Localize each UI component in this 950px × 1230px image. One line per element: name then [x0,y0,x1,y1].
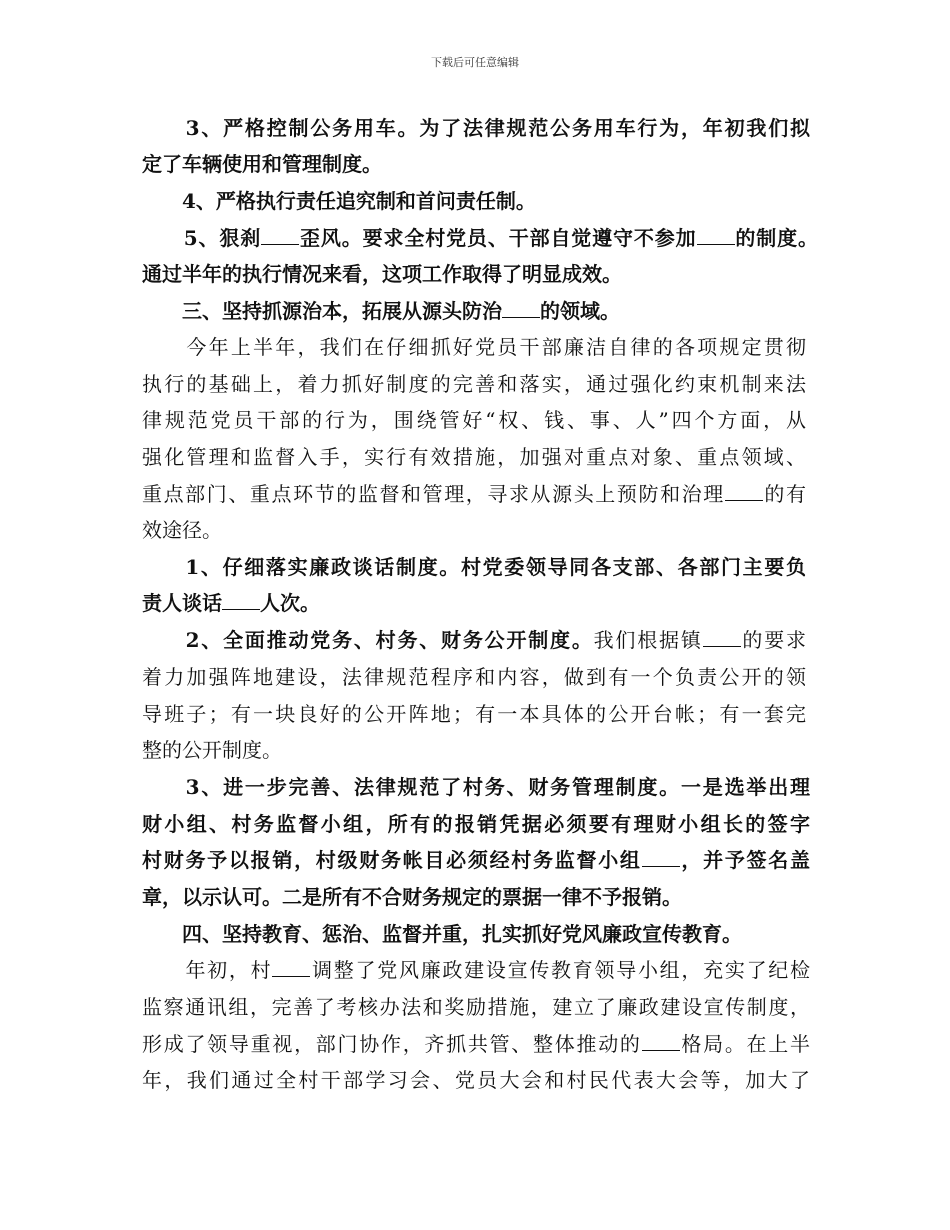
text-line: 村财务予以报销，村级财务帐目必须经村务监督小组 ，并予签名盖 [142,848,810,872]
text-line: 章，以示认可。二是所有不合财务规定的票据一律不予报销。 [142,885,682,909]
fill-in-blank [502,299,540,318]
text-line: 四、坚持教育、惩治、监督并重，扎实抓好党风廉政宣传教育。 [142,922,742,946]
text-line: 重点部门、重点环节的监督和管理，寻求从源头上预防和治理 的有 [142,482,806,506]
fill-in-blank [697,226,735,245]
fill-in-blank [261,226,299,245]
text-line: 三、坚持抓源治本，拓展从源头防治 的领域。 [142,299,620,323]
fill-in-blank [222,591,260,610]
text-line: 年初，村 调整了党风廉政建设宣传教育领导小组，充实了纪检 [142,958,810,982]
text-line: 3、进一步完善、法律规范了村务、财务管理制度。一是选举出理 [142,775,810,799]
fill-in-blank [642,848,680,867]
text-line: 3、严格控制公务用车。为了法律规范公务用车行为，年初我们拟 [142,116,810,140]
text-line: 责人谈话 人次。 [142,591,320,615]
text-line: 年，我们通过全村干部学习会、党员大会和村民代表大会等，加大了 [142,1068,810,1092]
text-line: 财小组、村务监督小组，所有的报销凭据必须要有理财小组长的签字 [142,812,810,836]
text-line: 监察通讯组，完善了考核办法和奖励措施，建立了廉政建设宣传制度， [142,995,810,1019]
text-line: 1、仔细落实廉政谈话制度。村党委领导同各支部、各部门主要负 [142,555,806,579]
text-line: 5、狠刹 歪风。要求全村党员、干部自觉遵守不参加 的制度。 [142,226,818,250]
text-line: 今年上半年，我们在仔细抓好党员干部廉洁自律的各项规定贯彻 [142,335,806,359]
text-line: 整的公开制度。 [142,738,282,762]
text-line: 执行的基础上，着力抓好制度的完善和落实，通过强化约束机制来法 [142,372,806,396]
text-line: 定了车辆使用和管理制度。 [142,152,382,176]
text-line: 着力加强阵地建设，法律规范程序和内容，做到有一个负责公开的领 [142,665,806,689]
text-line: 通过半年的执行情况来看，这项工作取得了明显成效。 [142,262,622,286]
normal-text-part: 我们根据镇 的要求 [593,628,806,652]
text-line: 效途径。 [142,518,222,542]
text-line: 4、严格执行责任追究制和首问责任制。 [142,189,536,213]
fill-in-blank [272,958,310,977]
text-line: 强化管理和监督入手，实行有效措施，加强对重点对象、重点领域、 [142,445,806,469]
bold-heading-part: 2、全面推动党务、村务、财务公开制度。 [142,628,594,652]
fill-in-blank [725,482,763,501]
text-line: 形成了领导重视，部门协作，齐抓共管、整体推动的 格局。在上半 [142,1032,810,1056]
text-line [142,626,806,654]
text-line: 律规范党员干部的行为，围绕管好“权、钱、事、人”四个方面，从 [142,408,806,432]
text-line: 导班子；有一块良好的公开阵地；有一本具体的公开台帐；有一套完 [142,702,806,726]
page-header: 下载后可任意编辑 [431,56,519,69]
fill-in-blank [642,1032,680,1051]
fill-in-blank [703,628,741,647]
